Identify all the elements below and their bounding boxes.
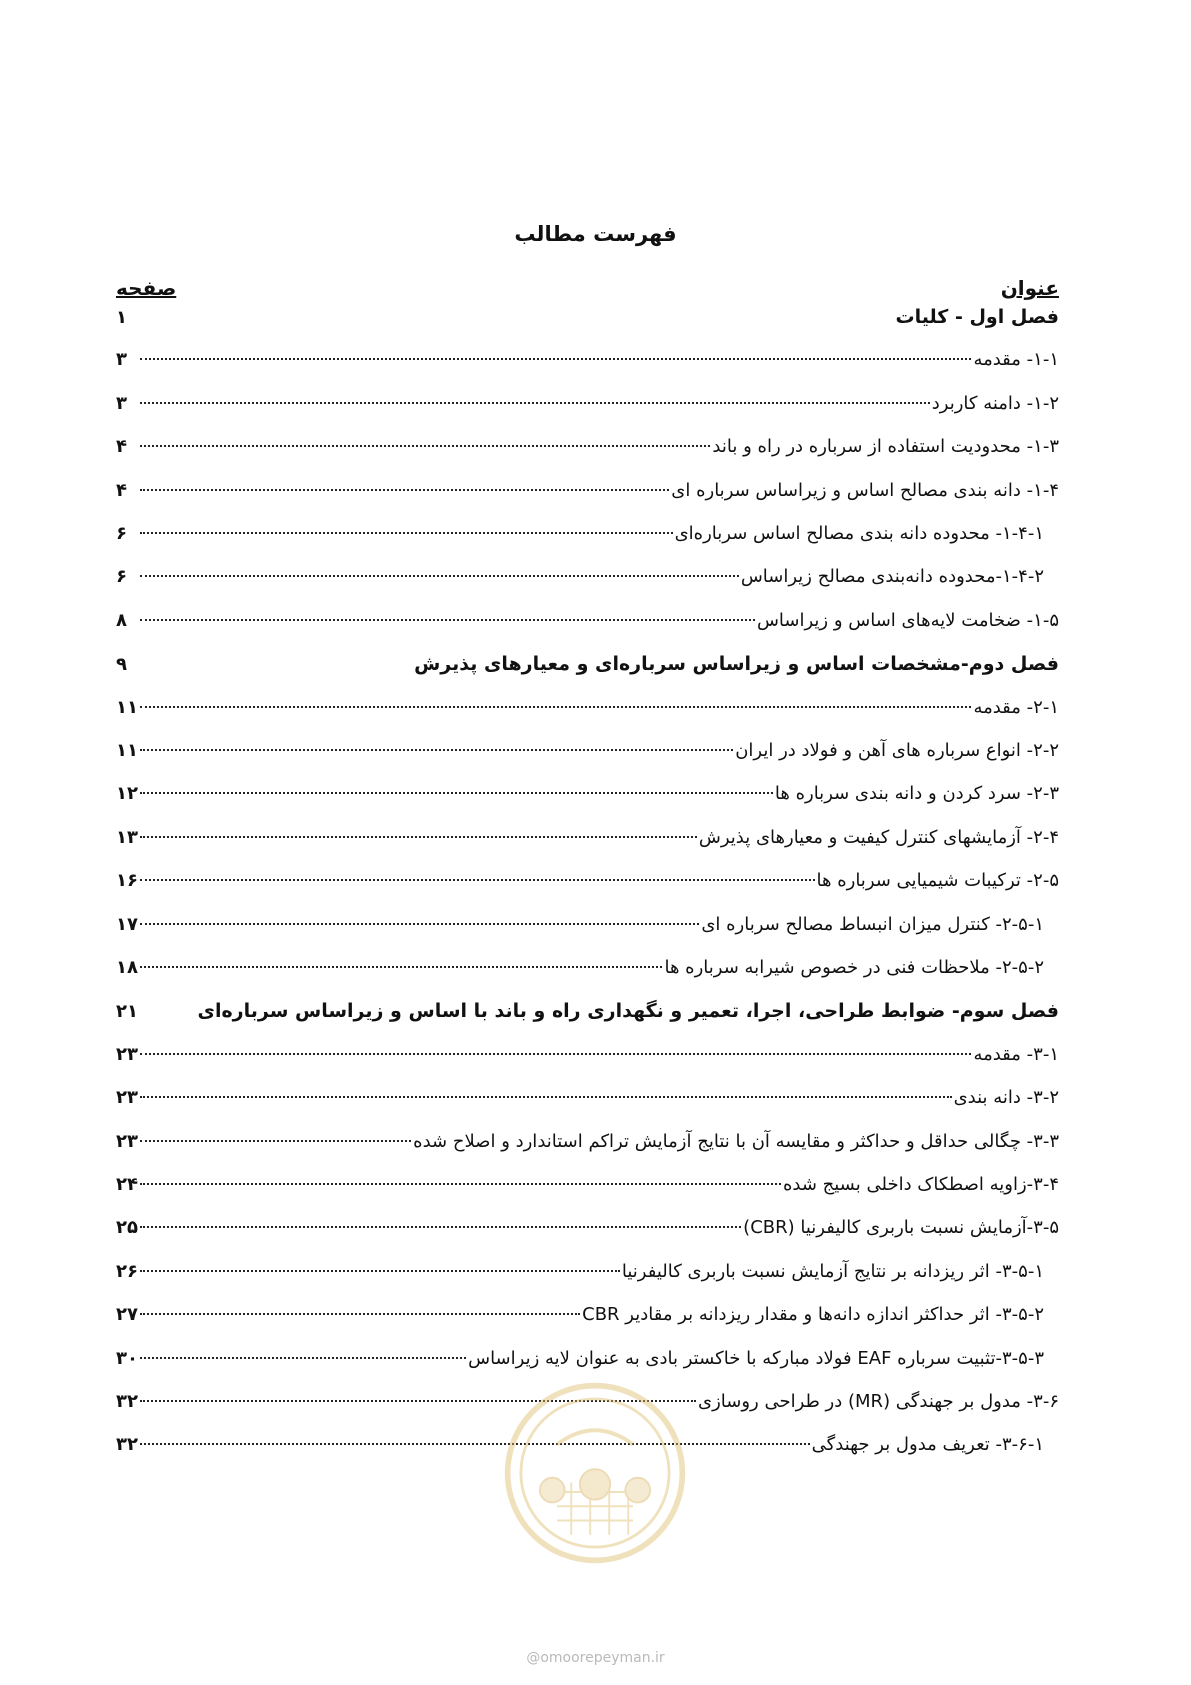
toc-dot-leader bbox=[140, 532, 673, 534]
toc-page-number: ۳۲ bbox=[116, 1391, 138, 1412]
toc-entry-label: ۲-۵-۲- ملاحظات فنی در خصوص شیرابه سرباره ها bbox=[664, 957, 1044, 978]
toc-dot-leader bbox=[140, 489, 669, 491]
column-header-page: صفحه bbox=[116, 276, 177, 300]
toc-chapter-row[interactable] bbox=[116, 653, 1059, 683]
toc-entry-label: ۳-۵-آزمایش نسبت باربری کالیفرنیا (CBR) bbox=[743, 1217, 1059, 1239]
toc-dot-leader bbox=[140, 358, 971, 360]
toc-dot-leader bbox=[140, 1313, 580, 1315]
toc-row[interactable] bbox=[116, 827, 1059, 857]
toc-page-number: ۹ bbox=[116, 654, 127, 676]
footer-url[interactable]: @omoorepeyman.ir bbox=[526, 1650, 665, 1666]
page-title: فهرست مطالب bbox=[514, 222, 677, 246]
toc-entry-label: ۱-۴-۲-محدوده دانه‌بندی مصالح زیراساس bbox=[740, 566, 1044, 588]
toc-page-number: ۶ bbox=[116, 523, 127, 544]
toc-entry-label: ۳-۶- مدول بر جهندگی (MR) در طراحی روسازی bbox=[697, 1391, 1059, 1412]
toc-row[interactable] bbox=[116, 1217, 1059, 1247]
toc-page-number: ۲۳ bbox=[116, 1043, 138, 1065]
toc-dot-leader bbox=[140, 1183, 781, 1185]
toc-page-number: ۴ bbox=[116, 479, 127, 501]
toc-row[interactable] bbox=[116, 914, 1044, 944]
toc-entry-label: ۱-۵- ضخامت لایه‌های اساس و زیراساس bbox=[756, 609, 1059, 631]
toc-page-number: ۱۷ bbox=[116, 913, 138, 935]
toc-row[interactable] bbox=[116, 957, 1044, 987]
toc-row[interactable] bbox=[116, 697, 1059, 727]
toc-row[interactable] bbox=[116, 393, 1059, 423]
toc-dot-leader bbox=[140, 792, 773, 794]
toc-page-number: ۱ bbox=[116, 307, 127, 328]
toc-dot-leader bbox=[140, 1096, 952, 1098]
toc-entry-label: ۲-۲- انواع سرباره های آهن و فولاد در ایران bbox=[735, 740, 1059, 761]
toc-entry-label: ۳-۶-۱- تعریف مدول بر جهندگی bbox=[811, 1434, 1044, 1456]
toc-entry-label: فصل دوم-مشخصات اساس و زیراساس سرباره‌ای و معیارهای پذیرش bbox=[414, 653, 1059, 676]
toc-row[interactable] bbox=[116, 1044, 1059, 1074]
toc-page-number: ۳ bbox=[116, 392, 127, 414]
toc-entry-label: ۱-۲- دامنه کاربرد bbox=[931, 392, 1059, 414]
toc-page-number: ۲۷ bbox=[116, 1304, 138, 1326]
column-header-title: عنوان bbox=[1000, 276, 1059, 300]
toc-page-number: ۲۵ bbox=[116, 1217, 138, 1239]
toc-entry-label: ۱-۴- دانه بندی مصالح اساس و زیراساس سرباره ای bbox=[671, 479, 1059, 501]
toc-page-number: ۳۲ bbox=[116, 1434, 138, 1456]
toc-page-number: ۲۴ bbox=[116, 1174, 138, 1195]
toc-entry-label: فصل سوم- ضوابط طراحی، اجرا، تعمیر و نگهداری راه و باند با اساس و زیراساس سرباره‌ای bbox=[197, 1000, 1059, 1023]
toc-row[interactable] bbox=[116, 1348, 1044, 1378]
toc-entry-label: ۳-۱- مقدمه bbox=[973, 1043, 1059, 1065]
seal-logo-icon bbox=[500, 1378, 690, 1568]
toc-row[interactable] bbox=[116, 436, 1059, 466]
toc-entry-label: ۲-۴- آزمایشهای کنترل کیفیت و معیارهای پذیرش bbox=[698, 826, 1059, 848]
toc-entry-label: ۲-۱- مقدمه bbox=[973, 696, 1059, 718]
toc-dot-leader bbox=[140, 1226, 741, 1228]
toc-dot-leader bbox=[140, 575, 739, 577]
toc-row[interactable] bbox=[116, 870, 1059, 900]
toc-dot-leader bbox=[140, 1443, 810, 1445]
toc-dot-leader bbox=[140, 619, 755, 621]
toc-page-number: ۱۱ bbox=[116, 740, 138, 761]
toc-entry-label: ۱-۴-۱- محدوده دانه بندی مصالح اساس سرباره‌ای bbox=[674, 523, 1044, 544]
toc-dot-leader bbox=[140, 1270, 620, 1272]
toc-entry-label: ۳-۵-۳-تثبیت سرباره EAF فولاد مبارکه با خاکستر بادی به عنوان لایه زیراساس bbox=[468, 1347, 1044, 1369]
toc-row[interactable] bbox=[116, 349, 1059, 379]
toc-chapter-row[interactable] bbox=[116, 306, 1059, 336]
toc-dot-leader bbox=[140, 749, 733, 751]
toc-entry-label: ۳-۳- چگالی حداقل و حداکثر و مقایسه آن با نتایج آزمایش تراکم استاندارد و اصلاح شده bbox=[413, 1130, 1059, 1152]
toc-entry-label: ۳-۵-۲- اثر حداکثر اندازه دانه‌ها و مقدار ریزدانه بر مقادیر CBR bbox=[582, 1304, 1044, 1326]
toc-page-number: ۴ bbox=[116, 436, 127, 458]
toc-page-number: ۱۸ bbox=[116, 957, 138, 978]
toc-entry-label: ۲-۵-۱- کنترل میزان انبساط مصالح سرباره ای bbox=[701, 913, 1044, 935]
toc-page-number: ۱۱ bbox=[116, 696, 138, 718]
toc-entry-label: ۳-۵-۱- اثر ریزدانه بر نتایج آزمایش نسبت باربری کالیفرنیا bbox=[621, 1260, 1044, 1282]
toc-entry-label: فصل اول - کلیات bbox=[895, 306, 1059, 328]
toc-row[interactable] bbox=[116, 1261, 1044, 1291]
toc-page-number: ۲۳ bbox=[116, 1130, 138, 1152]
toc-entry-label: ۳-۲- دانه بندی bbox=[953, 1087, 1059, 1109]
toc-row[interactable] bbox=[116, 566, 1044, 596]
toc-dot-leader bbox=[140, 1053, 971, 1055]
toc-dot-leader bbox=[140, 879, 815, 881]
toc-entry-label: ۲-۵- ترکیبات شیمیایی سرباره ها bbox=[816, 870, 1059, 892]
toc-page-number: ۱۲ bbox=[116, 783, 138, 805]
toc-dot-leader bbox=[140, 1140, 411, 1142]
toc-row[interactable] bbox=[116, 480, 1059, 510]
toc-page-number: ۳ bbox=[116, 349, 127, 371]
toc-row[interactable] bbox=[116, 1131, 1059, 1161]
toc-dot-leader bbox=[140, 445, 710, 447]
toc-page-number: ۲۶ bbox=[116, 1260, 138, 1282]
toc-dot-leader bbox=[140, 706, 971, 708]
toc-entry-label: ۳-۴-زاویه اصطکاک داخلی بسیج شده bbox=[782, 1174, 1059, 1195]
toc-dot-leader bbox=[140, 923, 699, 925]
toc-page-number: ۳۰ bbox=[116, 1347, 138, 1369]
toc-page-number: ۸ bbox=[116, 609, 127, 631]
toc-row[interactable] bbox=[116, 1304, 1044, 1334]
toc-row[interactable] bbox=[116, 1174, 1059, 1204]
toc-entry-label: ۱-۱- مقدمه bbox=[973, 349, 1059, 371]
toc-page-number: ۲۱ bbox=[116, 1001, 138, 1023]
toc-row[interactable] bbox=[116, 523, 1044, 553]
toc-row[interactable] bbox=[116, 783, 1059, 813]
toc-dot-leader bbox=[140, 402, 930, 404]
toc-dot-leader bbox=[140, 836, 697, 838]
toc-dot-leader bbox=[140, 966, 662, 968]
toc-row[interactable] bbox=[116, 610, 1059, 640]
toc-page-number: ۱۶ bbox=[116, 870, 138, 892]
toc-dot-leader bbox=[140, 1357, 466, 1359]
toc-entry-label: ۲-۳- سرد کردن و دانه بندی سرباره ها bbox=[774, 783, 1059, 805]
toc-page-number: ۱۳ bbox=[116, 826, 138, 848]
toc-row[interactable] bbox=[116, 740, 1059, 770]
toc-page-number: ۶ bbox=[116, 566, 127, 588]
toc-page-number: ۲۳ bbox=[116, 1087, 138, 1109]
toc-row[interactable] bbox=[116, 1087, 1059, 1117]
toc-chapter-row[interactable] bbox=[116, 1000, 1059, 1030]
toc-entry-label: ۱-۳- محدودیت استفاده از سرباره در راه و باند bbox=[712, 436, 1059, 458]
